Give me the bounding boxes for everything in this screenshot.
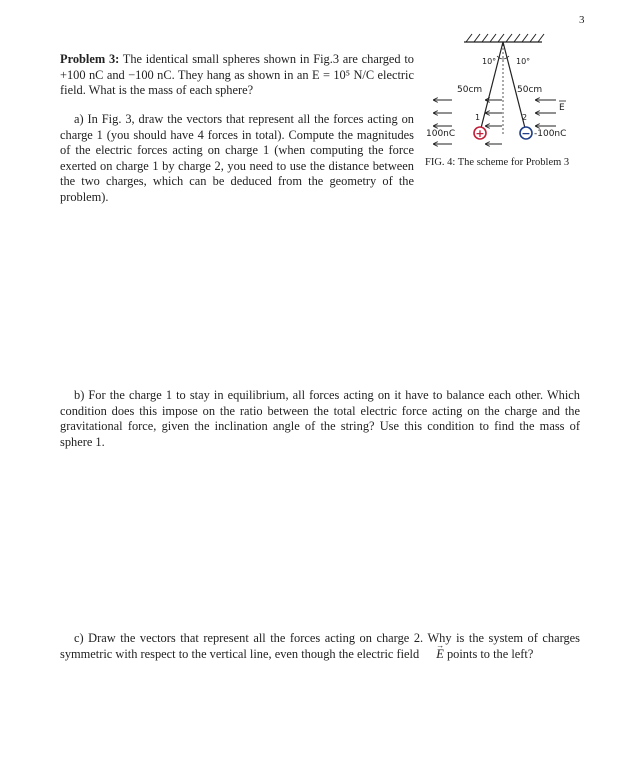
charge-number-2: 2: [522, 113, 528, 122]
string-left: [480, 42, 503, 132]
charge-number-1: 1: [475, 113, 481, 122]
part-c-text-after: points to the left?: [443, 646, 534, 661]
problem-intro-text: The identical small spheres shown in Fig.3 are charged to +100 nC and −100 nC. They hang as shown in an E = 10⁵ N/C electric field. What is the mass of each sphere?: [60, 52, 414, 97]
field-vector-symbol: → E: [422, 647, 444, 663]
part-a: a) In Fig. 3, draw the vectors that represent all the forces acting on charge 1 (you should have 4 forces in total). Compute the magnitudes of the electric forces acting on charge 1 (when computing the force exerted on charge 1 by charge 2, you need to use the distance between the two charges, which can be deduced from the geometry of the problem).: [60, 112, 414, 204]
problem-intro: [60, 52, 414, 99]
length-label-right: 50cm: [517, 85, 543, 95]
angle-label-left: 10°: [482, 57, 497, 66]
charge-label-right: -100nC: [534, 129, 567, 139]
field-label-E: E: [559, 103, 565, 113]
figure-caption: FIG. 4: The scheme for Problem 3: [425, 157, 570, 168]
part-c: [60, 631, 580, 662]
ceiling-hatching: [466, 34, 544, 42]
charge-label-left: 100nC: [426, 129, 456, 139]
plus-sign: +: [475, 127, 485, 140]
length-label-left: 50cm: [457, 85, 483, 95]
part-c-text-before: c) Draw the vectors that represent all the forces acting on charge 2. Why is the system of charges symmetric with respect to the vertical line, even though the electric field: [60, 631, 580, 661]
angle-arc-right: [503, 56, 509, 59]
angle-arc-left: [497, 56, 503, 59]
problem-figure: [420, 22, 590, 152]
part-b: b) For the charge 1 to stay in equilibrium, all forces acting on it have to balance each other. Which condition does this impose on the ratio between the total electric force acting on the charge and the gravitational force, given the inclination angle of the string? Use this condition to find the mass of sphere 1.: [60, 388, 580, 449]
pendulum-diagram: [420, 22, 590, 152]
angle-label-right: 10°: [516, 57, 531, 66]
problem-label: Problem 3:: [60, 52, 120, 66]
minus-sign: −: [521, 127, 531, 140]
page-number: 3: [579, 14, 585, 26]
